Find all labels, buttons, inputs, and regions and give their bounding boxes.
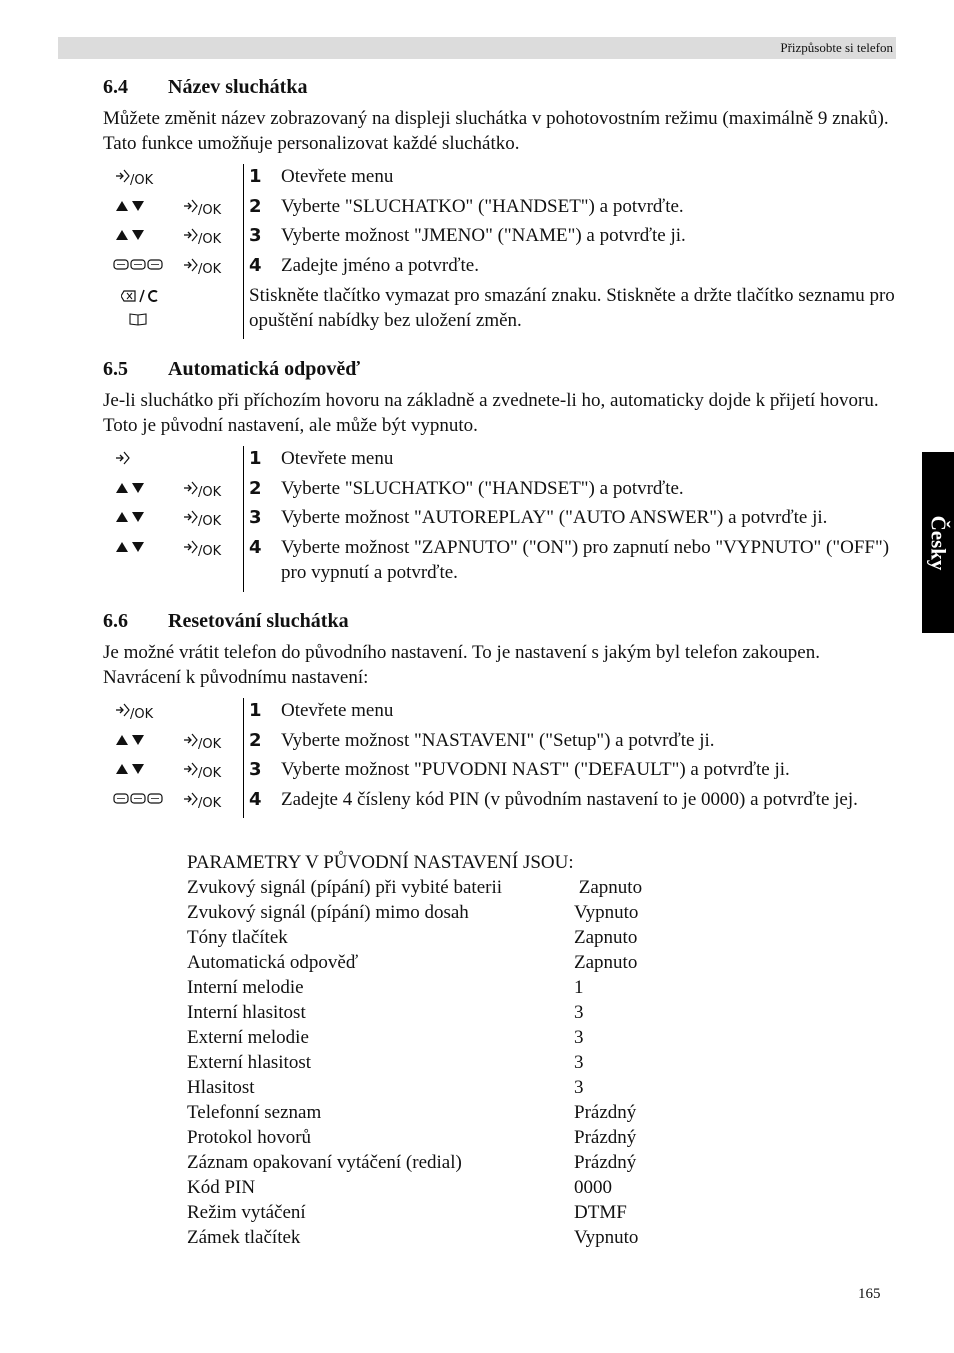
defaults-heading: PARAMETRY V PŮVODNÍ NASTAVENÍ JSOU:: [187, 852, 574, 873]
up-down-arrows-icon: [115, 227, 145, 247]
menu-ok-key-icon: /OK: [183, 761, 221, 781]
default-parameters: [187, 850, 687, 1250]
steps-divider: [243, 698, 244, 818]
up-down-arrows-icon: [115, 732, 145, 752]
steps-table: 1 Otevřete menu /OK 2 Vyberte "SLUCHATKO" ("HANDSET") a potvrďte. /OK 3 Vyberte možnost "AUTOREPLAY" ("AUTO ANSWER") a potvrďte ji. /OK 4 Vyberte možnost "ZAPNUTO" ("ON") pro zapnutí nebo "VYPNUTO" ("OFF") pro vypnutí a potvrďte.: [103, 446, 893, 592]
section-title: 6.6 Resetování sluchátka: [103, 610, 349, 632]
language-tab: [922, 452, 954, 633]
up-down-arrows-icon: [115, 761, 145, 781]
section-intro: Je-li sluchátko při příchozím hovoru na základně a zvednete-li ho, automaticky dojde k přijetí hovoru. Toto je původní nastavení, ale může být vypnuto.: [103, 390, 879, 436]
section-title: 6.4 Název sluchátka: [103, 76, 308, 98]
param-row: Režim vytáčení DTMF: [187, 1202, 627, 1223]
menu-ok-key-icon: /OK: [115, 702, 153, 722]
up-down-arrows-icon: [115, 509, 145, 529]
menu-ok-key-icon: /OK: [183, 732, 221, 752]
section-reset-handset: [103, 608, 893, 811]
menu-ok-key-icon: /OK: [183, 509, 221, 529]
phonebook-icon: [128, 311, 148, 331]
running-title: Přizpůsobte si telefon: [780, 40, 893, 55]
steps-table: /OK 1 Otevřete menu /OK 2 Vyberte možnost "NASTAVENI" ("Setup") a potvrďte ji. /OK 3 Vyberte možnost "PUVODNI NAST" ("DEFAULT") a potvrďte ji. /OK 4 Zadejte 4 čísleny kód PIN (v původním nastavení to je 0000) a potvrďte jej.: [103, 698, 893, 818]
up-down-arrows-icon: [115, 539, 145, 559]
step-note: Stiskněte tlačítko vymazat pro smazání znaku. Stiskněte a držte tlačítko seznamu pro opuštění nabídky bez uložení změn.: [249, 285, 895, 331]
menu-ok-key-icon: /OK: [183, 227, 221, 247]
param-row: Kód PIN 0000: [187, 1177, 612, 1198]
param-row: Zámek tlačítek Vypnuto: [187, 1227, 639, 1248]
steps-divider: [243, 164, 244, 339]
param-row: Hlasitost 3: [187, 1077, 584, 1098]
running-header: [58, 37, 896, 59]
param-row: Zvukový signál (pípání) při vybité baterii Zapnuto: [187, 877, 643, 898]
page-number: 165: [858, 1286, 881, 1302]
steps-table: /OK 1 Otevřete menu /OK 2 Vyberte "SLUCHATKO" ("HANDSET") a potvrďte. /OK 3 Vyberte možnost "JMENO" ("NAME") a potvrďte ji. /OK 4 Zadejte jméno a potvrďte. Stiskněte tlačítko vymazat pro smazání znaku. Stiskněte a držte tlačítko seznamu pro opuštění nabídky bez uložení změn.: [103, 164, 893, 339]
steps-divider: [243, 446, 244, 592]
param-row: Zvukový signál (pípání) mimo dosah Vypnuto: [187, 902, 639, 923]
section-intro: Je možné vrátit telefon do původního nastavení. To je nastavení s jakým byl telefon zakoupen. Navrácení k původnímu nastavení:: [103, 642, 820, 688]
keypad-keys-icon: [113, 791, 165, 811]
param-row: Interní melodie 1: [187, 977, 584, 998]
up-down-arrows-icon: [115, 198, 145, 218]
keypad-keys-icon: [113, 257, 165, 277]
section-auto-answer: [103, 356, 893, 583]
param-row: Telefonní seznam Prázdný: [187, 1102, 637, 1123]
param-row: Protokol hovorů Prázdný: [187, 1127, 637, 1148]
menu-ok-key-icon: /OK: [183, 257, 221, 277]
menu-ok-key-icon: /OK: [183, 480, 221, 500]
up-down-arrows-icon: [115, 480, 145, 500]
section-intro: Můžete změnit název zobrazovaný na displeji sluchátka v pohotovostním režimu (maximálně 9 znaků). Tato funkce umožňuje personalizovat každé sluchátko.: [103, 108, 889, 154]
section-title: 6.5 Automatická odpověď: [103, 358, 360, 380]
param-row: Externí melodie 3: [187, 1027, 584, 1048]
menu-ok-key-icon: /OK: [115, 168, 153, 188]
menu-ok-key-icon: /OK: [183, 791, 221, 811]
param-row: Externí hlasitost 3: [187, 1052, 584, 1073]
param-row: Interní hlasitost 3: [187, 1002, 584, 1023]
menu-ok-key-icon: /OK: [183, 539, 221, 559]
language-label: Česky: [926, 515, 951, 570]
menu-ok-key-icon: /OK: [183, 198, 221, 218]
delete-c-key-icon: [121, 287, 161, 309]
menu-key-icon: [115, 450, 130, 470]
param-row: Automatická odpověď Zapnuto: [187, 952, 638, 973]
section-handset-name: [103, 74, 895, 331]
param-row: Záznam opakovaní vytáčení (redial) Prázdný: [187, 1152, 637, 1173]
param-row: Tóny tlačítek Zapnuto: [187, 927, 638, 948]
